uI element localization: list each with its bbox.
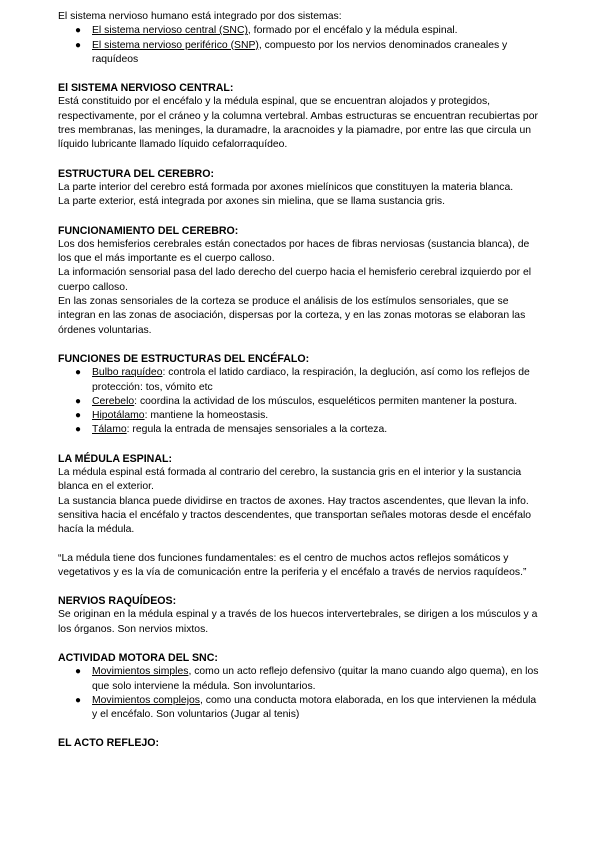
item-term: El sistema nervioso central (SNC) — [92, 25, 248, 37]
list-item — [58, 423, 542, 437]
section-heading: FUNCIONES DE ESTRUCTURAS DEL ENCÉFALO: — [58, 352, 310, 365]
section-nervios — [58, 594, 542, 637]
paragraph: Se originan en la médula espinal y a través de los huecos intervertebrales, se dirigen a los músculos y a los órganos. Son nervios mixtos. — [58, 609, 538, 635]
section-heading: FUNCIONAMIENTO DEL CEREBRO: — [58, 224, 239, 237]
section-acto — [58, 736, 542, 750]
list-item — [58, 24, 542, 38]
item-text: , compuesto por los nervios denominados craneales y raquídeos — [92, 39, 508, 65]
list-item — [58, 39, 542, 68]
paragraph: La sustancia blanca puede dividirse en tractos de axones. Hay tractos ascendentes, que llevan la info. sensitiva hacia el encéfalo y tractos descendentes, que transportan señales motoras desde el encéfalo hacía la médula. — [58, 495, 532, 536]
paragraph: La médula espinal está formada al contrario del cerebro, la sustancia gris en el interior y la sustancia blanca en el exterior. — [58, 467, 522, 493]
section-medula — [58, 452, 542, 580]
bullet-icon: ● — [75, 39, 82, 51]
item-term: Hipotálamo — [92, 410, 145, 422]
section-heading: ACTIVIDAD MOTORA DEL SNC: — [58, 651, 218, 664]
list-item — [58, 395, 542, 409]
bullet-icon: ● — [75, 25, 82, 37]
bullet-icon: ● — [75, 395, 82, 407]
section-heading: NERVIOS RAQUÍDEOS: — [58, 595, 177, 608]
section-heading: ESTRUCTURA DEL CEREBRO: — [58, 167, 214, 180]
paragraph: La parte exterior, está integrada por axones sin mielina, que se llama sustancia gris. — [58, 196, 445, 208]
bullet-icon: ● — [75, 410, 82, 422]
paragraph: La información sensorial pasa del lado derecho del cuerpo hacia el hemisferio cerebral izquierdo por el cuerpo calloso. — [58, 267, 532, 293]
list-item — [58, 694, 542, 723]
item-text: : coordina la actividad de los músculos, esqueléticos permiten mantener la postura. — [134, 395, 518, 407]
actividad-list — [58, 665, 542, 722]
bullet-icon: ● — [75, 424, 82, 436]
section-funcionamiento — [58, 224, 542, 338]
list-item — [58, 409, 542, 423]
intro-text: El sistema nervioso humano está integrado por dos sistemas: — [58, 11, 342, 22]
item-text: , como una conducta motora elaborada, en los que intervienen la médula y el encéfalo. Son voluntarios (Jugar al tenis) — [92, 694, 537, 721]
bullet-icon: ● — [75, 367, 82, 379]
section-funciones — [58, 352, 542, 438]
intro-list — [58, 24, 542, 67]
section-heading: El SISTEMA NERVIOSO CENTRAL: — [58, 82, 234, 95]
section-snc — [58, 81, 542, 152]
item-text: : controla el latido cardiaco, la respiración, la deglución, así como los reflejos de protección: tos, vómito etc — [92, 367, 530, 393]
paragraph: La parte interior del cerebro está formada por axones mielínicos que constituyen la materia blanca. — [58, 181, 514, 193]
list-item — [58, 665, 542, 694]
item-term: Tálamo — [92, 424, 127, 436]
item-term: Movimientos simples — [92, 666, 189, 678]
item-text: : mantiene la homeostasis. — [144, 410, 269, 422]
funciones-list — [58, 366, 542, 437]
item-term: Movimientos complejos — [92, 694, 200, 706]
item-text: : regula la entrada de mensajes sensoriales a la corteza. — [126, 424, 388, 436]
item-text: , formado por el encéfalo y la médula espinal. — [247, 25, 458, 37]
item-text: , como un acto reflejo defensivo (quitar la mano cuando algo quema), en los que solo interviene la médula. Son involuntarios. — [92, 666, 539, 692]
paragraph: En las zonas sensoriales de la corteza se produce el análisis de los estímulos sensoriales, que se integran en las zonas de asociación, dispersas por la corteza, y en las zonas motoras se elaboran las órdenes voluntarias. — [58, 296, 526, 336]
item-term: El sistema nervioso periférico (SNP) — [92, 39, 259, 51]
quote-paragraph: “La médula tiene dos funciones fundamentales: es el centro de muchos actos reflejos somáticos y vegetativos y es la vía de comunicación entre la periferia y el encéfalo a través de nervios raquídeos.” — [58, 552, 527, 578]
paragraph: Los dos hemisferios cerebrales están conectados por haces de fibras nerviosas (sustancia blanca), de los que el más importante es el cuerpo calloso. — [58, 238, 530, 265]
section-heading: EL ACTO REFLEJO: — [58, 737, 160, 750]
section-heading: LA MÉDULA ESPINAL: — [58, 452, 172, 465]
section-actividad — [58, 651, 542, 722]
item-term: Cerebelo — [92, 395, 135, 407]
bullet-icon: ● — [75, 694, 82, 706]
item-term: Bulbo raquídeo — [92, 367, 163, 379]
list-item — [58, 366, 542, 395]
section-estructura — [58, 167, 542, 210]
paragraph: Está constituido por el encéfalo y la médula espinal, que se encuentran alojados y protegidos, respectivamente, por el cráneo y la columna vertebral. Ambas estructuras se encuentran recubiertas por tres membranas, las meninges, la duramadre, la aracnoides y la piamadre, por entre las que circula un líquido lubricante llamado líquido cefalorraquídeo. — [58, 96, 538, 151]
bullet-icon: ● — [75, 666, 82, 678]
